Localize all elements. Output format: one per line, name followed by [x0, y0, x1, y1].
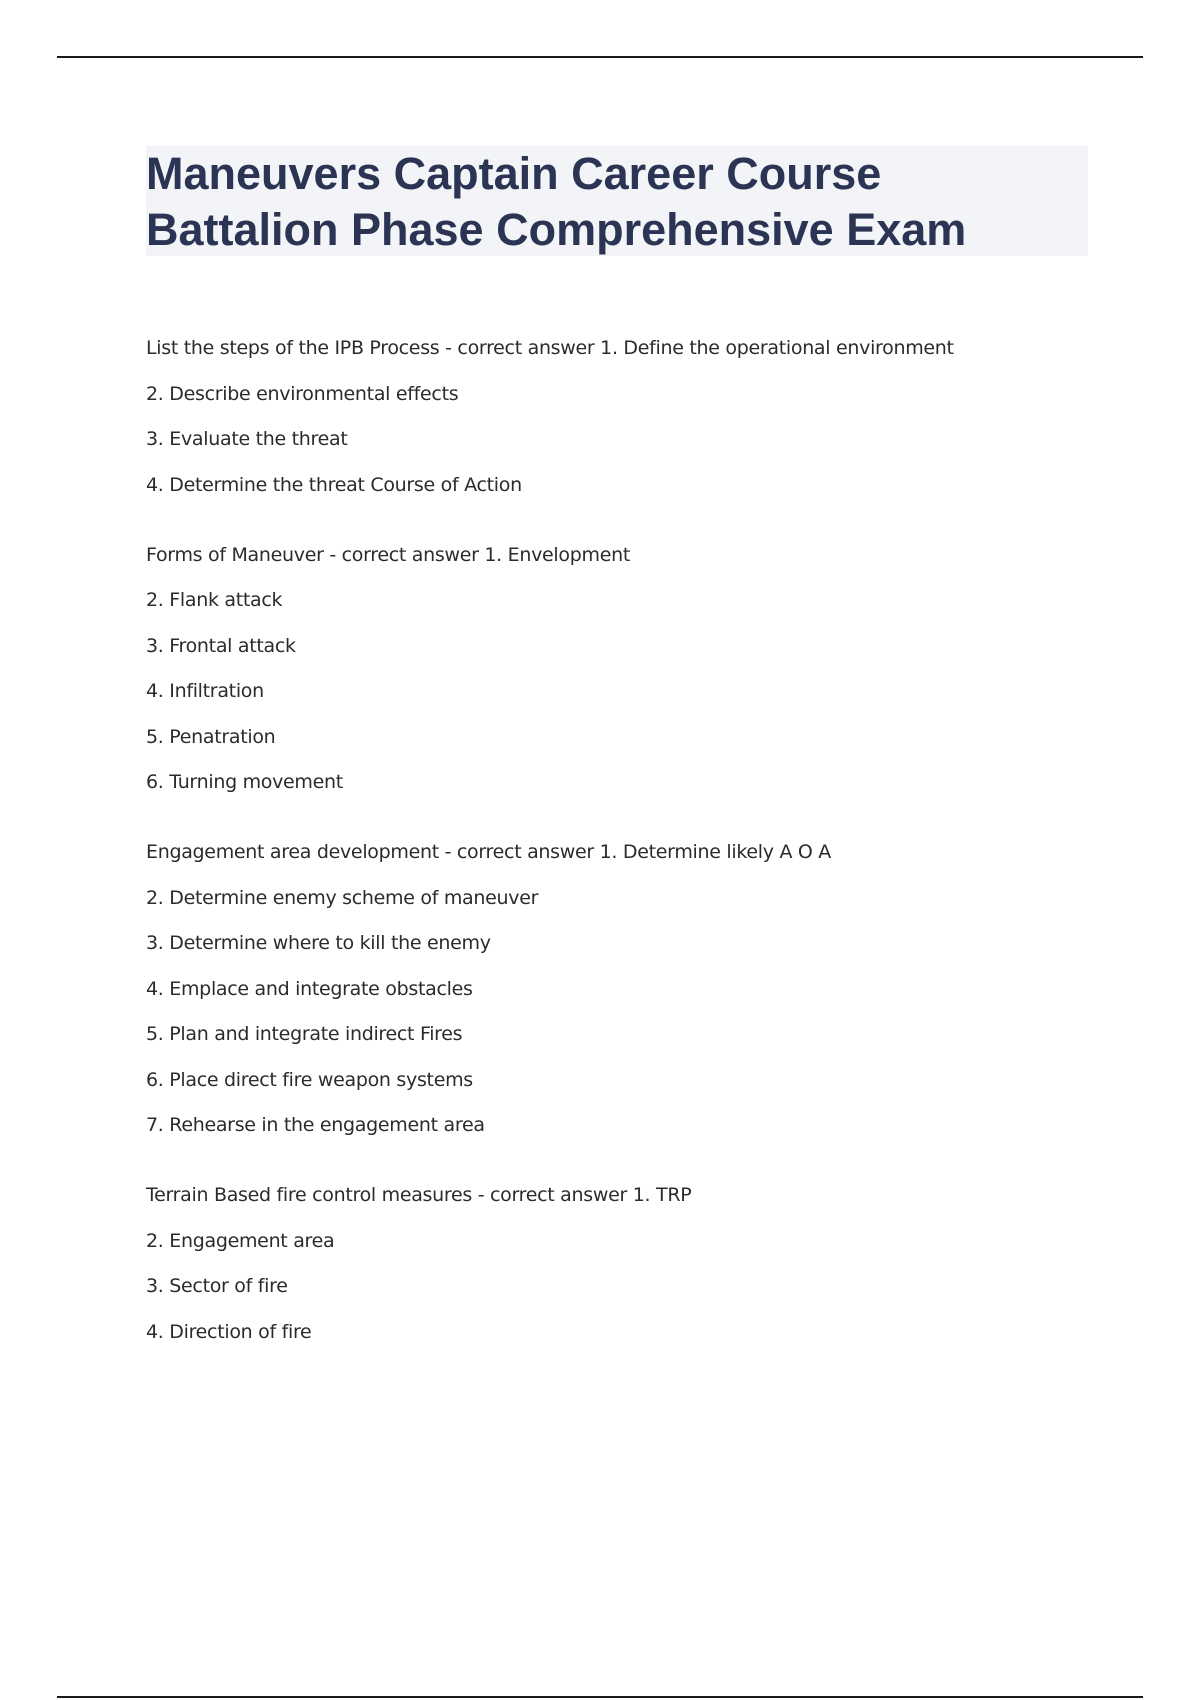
answer-line: 5. Penatration: [146, 725, 276, 748]
bottom-rule: [57, 1696, 1143, 1698]
question-line: Terrain Based fire control measures - correct answer 1. TRP: [146, 1184, 692, 1206]
top-rule: [57, 56, 1143, 58]
document-body: [146, 336, 1096, 1390]
answer-line: 3. Sector of fire: [146, 1275, 288, 1297]
qa-block-engagement-area-development: [146, 840, 1096, 1137]
qa-block-forms-of-maneuver: [146, 543, 1096, 795]
answer-line: 7. Rehearse in the engagement area: [146, 1114, 485, 1136]
qa-block-terrain-based-fire-control: [146, 1183, 1096, 1344]
answer-line: 4. Determine the threat Course of Action: [146, 473, 522, 496]
answer-line: 2. Determine enemy scheme of maneuver: [146, 886, 539, 909]
title-line-2: Battalion Phase Comprehensive Exam: [146, 204, 967, 255]
qa-block-ipb-process: [146, 336, 1096, 497]
answer-line: 6. Place direct fire weapon systems: [146, 1068, 473, 1091]
answer-line: 4. Infiltration: [146, 680, 264, 702]
title-line-1: Maneuvers Captain Career Course: [146, 148, 882, 199]
document-title: [146, 146, 1088, 256]
answer-line: 2. Engagement area: [146, 1229, 335, 1252]
question-line: Engagement area development - correct answer 1. Determine likely A O A: [146, 841, 831, 863]
answer-line: 4. Emplace and integrate obstacles: [146, 977, 473, 1000]
question-line: List the steps of the IPB Process - correct answer 1. Define the operational environment: [146, 337, 954, 359]
question-line: Forms of Maneuver - correct answer 1. Envelopment: [146, 543, 630, 566]
answer-line: 3. Determine where to kill the enemy: [146, 932, 491, 954]
answer-line: 6. Turning movement: [146, 771, 343, 793]
answer-line: 4. Direction of fire: [146, 1320, 312, 1343]
answer-line: 2. Flank attack: [146, 589, 283, 611]
answer-line: 5. Plan and integrate indirect Fires: [146, 1023, 463, 1045]
answer-line: 2. Describe environmental effects: [146, 382, 459, 405]
answer-line: 3. Frontal attack: [146, 634, 296, 657]
answer-line: 3. Evaluate the threat: [146, 428, 348, 450]
